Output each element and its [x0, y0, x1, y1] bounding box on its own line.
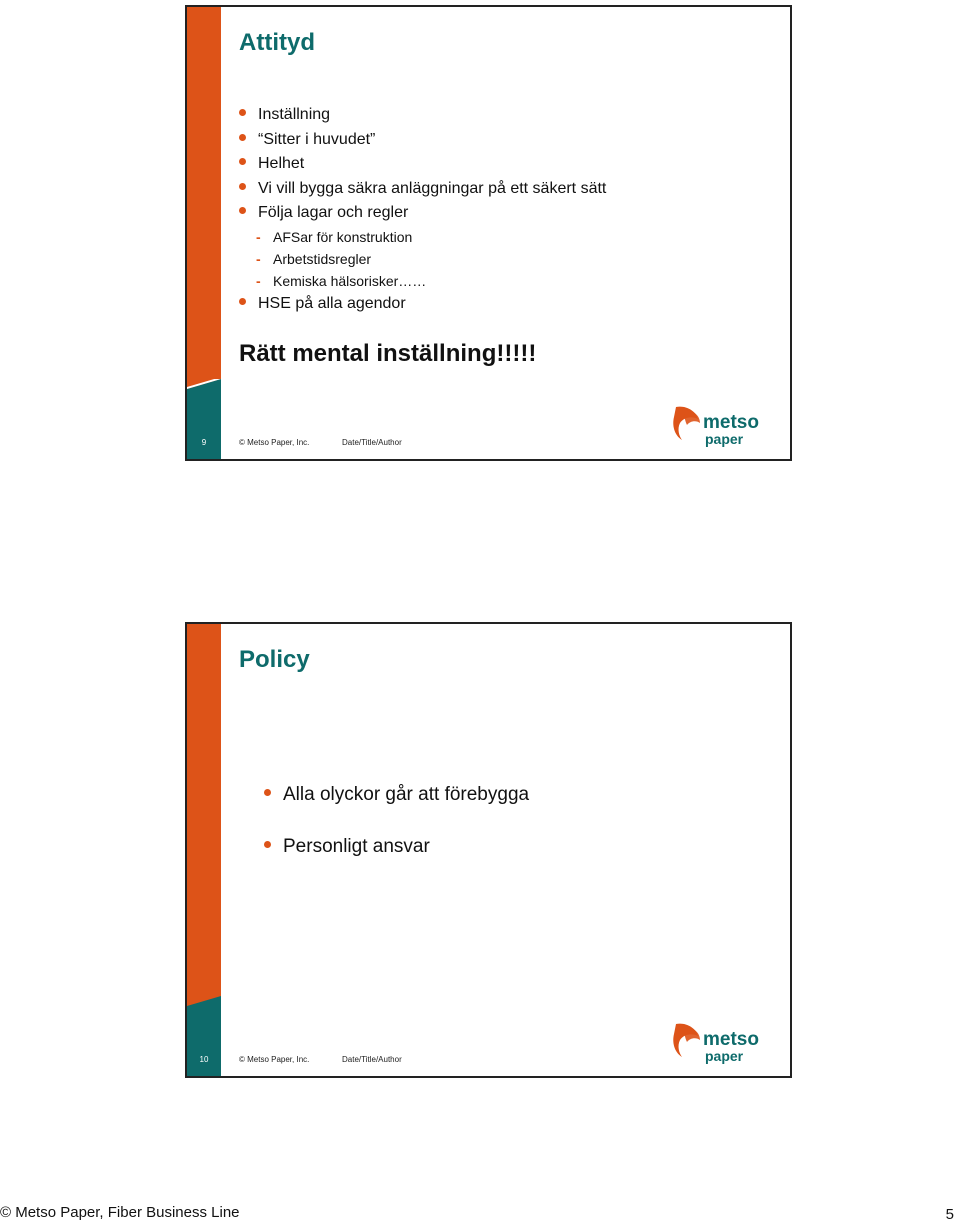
bullet-dot-icon	[239, 298, 246, 305]
teal-corner-shape	[187, 996, 221, 1076]
dash-icon: -	[256, 272, 261, 289]
bullet-item: Personligt ansvar	[264, 836, 529, 858]
bullet-item: Helhet	[239, 152, 606, 177]
bullet-item: HSE på alla agendor	[239, 292, 606, 317]
svg-text:metso: metso	[703, 412, 759, 433]
slide-10	[185, 622, 792, 1078]
metso-logo-icon	[672, 403, 772, 451]
svg-text:metso: metso	[703, 1029, 759, 1050]
bullet-item: “Sitter i huvudet”	[239, 128, 606, 153]
dash-icon: -	[256, 228, 261, 245]
sub-bullet-item: - Kemiska hälsorisker……	[239, 270, 606, 292]
slide-title: Attityd	[239, 29, 315, 56]
bullet-dot-icon	[239, 207, 246, 214]
bullet-item: Följa lagar och regler	[239, 201, 606, 226]
slide-title: Policy	[239, 646, 310, 673]
sub-bullet-item: - Arbetstidsregler	[239, 248, 606, 270]
footer-copyright: © Metso Paper, Inc.	[239, 1055, 310, 1064]
slide-9	[185, 5, 792, 461]
sub-bullet-item: - AFSar för konstruktion	[239, 226, 606, 248]
bullet-list	[264, 784, 529, 888]
slide-number: 9	[201, 438, 207, 447]
footer-copyright: © Metso Paper, Inc.	[239, 438, 310, 447]
bullet-dot-icon	[239, 158, 246, 165]
bullet-item: Inställning	[239, 103, 606, 128]
bullet-dot-icon	[239, 183, 246, 190]
metso-logo-icon	[672, 1020, 772, 1068]
dash-icon: -	[256, 250, 261, 267]
bullet-item: Vi vill bygga säkra anläggningar på ett säkert sätt	[239, 177, 606, 202]
bullet-dot-icon	[239, 109, 246, 116]
bullet-item: Alla olyckor går att förebygga	[264, 784, 529, 806]
bullet-dot-icon	[239, 134, 246, 141]
page-footer-copyright: © Metso Paper, Fiber Business Line	[0, 1204, 240, 1221]
bullet-dot-icon	[264, 841, 271, 848]
emphasis-text: Rätt mental inställning!!!!!	[239, 340, 537, 367]
bullet-dot-icon	[264, 789, 271, 796]
svg-text:paper: paper	[705, 431, 744, 447]
footer-meta: Date/Title/Author	[342, 1055, 402, 1064]
svg-text:paper: paper	[705, 1048, 744, 1064]
footer-meta: Date/Title/Author	[342, 438, 402, 447]
teal-corner-shape	[187, 379, 221, 459]
page-number: 5	[945, 1206, 954, 1223]
bullet-list	[239, 103, 606, 316]
slide-number: 10	[199, 1055, 209, 1064]
